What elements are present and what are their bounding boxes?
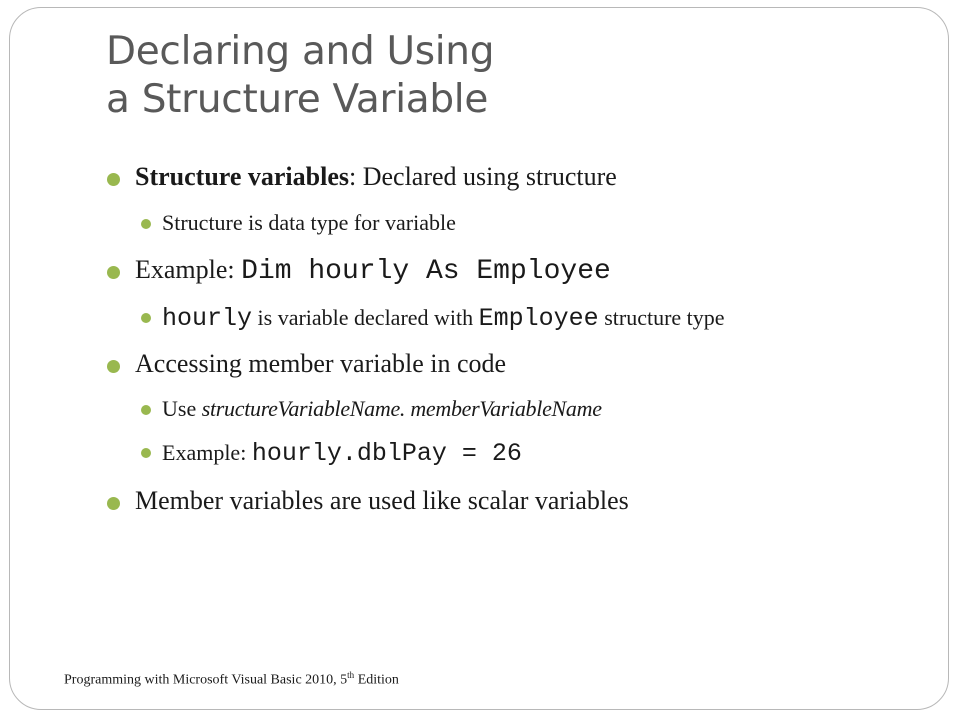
bullet-accessing-member [135,349,506,379]
code-employee: Employee [478,304,599,333]
bullet-text: Member variables are used like scalar variables [135,486,629,515]
syntax-italic: structureVariableName. memberVariableName [201,396,602,421]
sub-bullet-hourly-declared [162,304,725,333]
title-line-1: Declaring and Using [106,29,495,74]
bullet-dot-icon [107,497,120,510]
footer-text: Programming with Microsoft Visual Basic 2010, 5 [64,672,348,688]
sub-bullet-prefix: Example: [162,440,252,465]
bullet-text: : Declared using structure [349,162,617,191]
bullet-dot-icon [107,266,120,279]
sub-bullet-dot-icon [141,405,151,415]
bullet-member-scalar [135,486,629,516]
sub-bullet-prefix: Use [162,396,202,421]
bullet-dot-icon [107,360,120,373]
title-line-2: a Structure Variable [106,77,489,122]
slide-title [106,28,494,124]
footer-suffix: Edition [354,672,399,688]
bullet-dot-icon [107,173,120,186]
bullet-bold-term: Structure variables [135,162,349,191]
bullet-text: Accessing member variable in code [135,349,507,378]
bullet-example-dim [135,255,611,287]
sub-bullet-dot-icon [141,448,151,458]
sub-bullet-text: Structure is data type for variable [162,210,456,235]
sub-bullet-data-type [162,210,456,236]
sub-bullet-dot-icon [141,313,151,323]
bullet-prefix: Example: [135,255,242,284]
code-dblpay: hourly.dblPay = 26 [251,439,522,468]
sub-bullet-mid-text: is variable declared with [252,305,479,330]
sub-bullet-dot-icon [141,219,151,229]
bullet-code: Dim hourly As Employee [241,256,611,287]
slide-footer [64,670,399,689]
sub-bullet-example-dblpay [162,439,522,468]
footer-superscript: th [347,670,355,680]
sub-bullet-use-syntax [162,396,602,422]
sub-bullet-suffix-text: structure type [598,305,725,330]
code-hourly: hourly [162,304,253,333]
bullet-structure-variables [135,162,617,192]
